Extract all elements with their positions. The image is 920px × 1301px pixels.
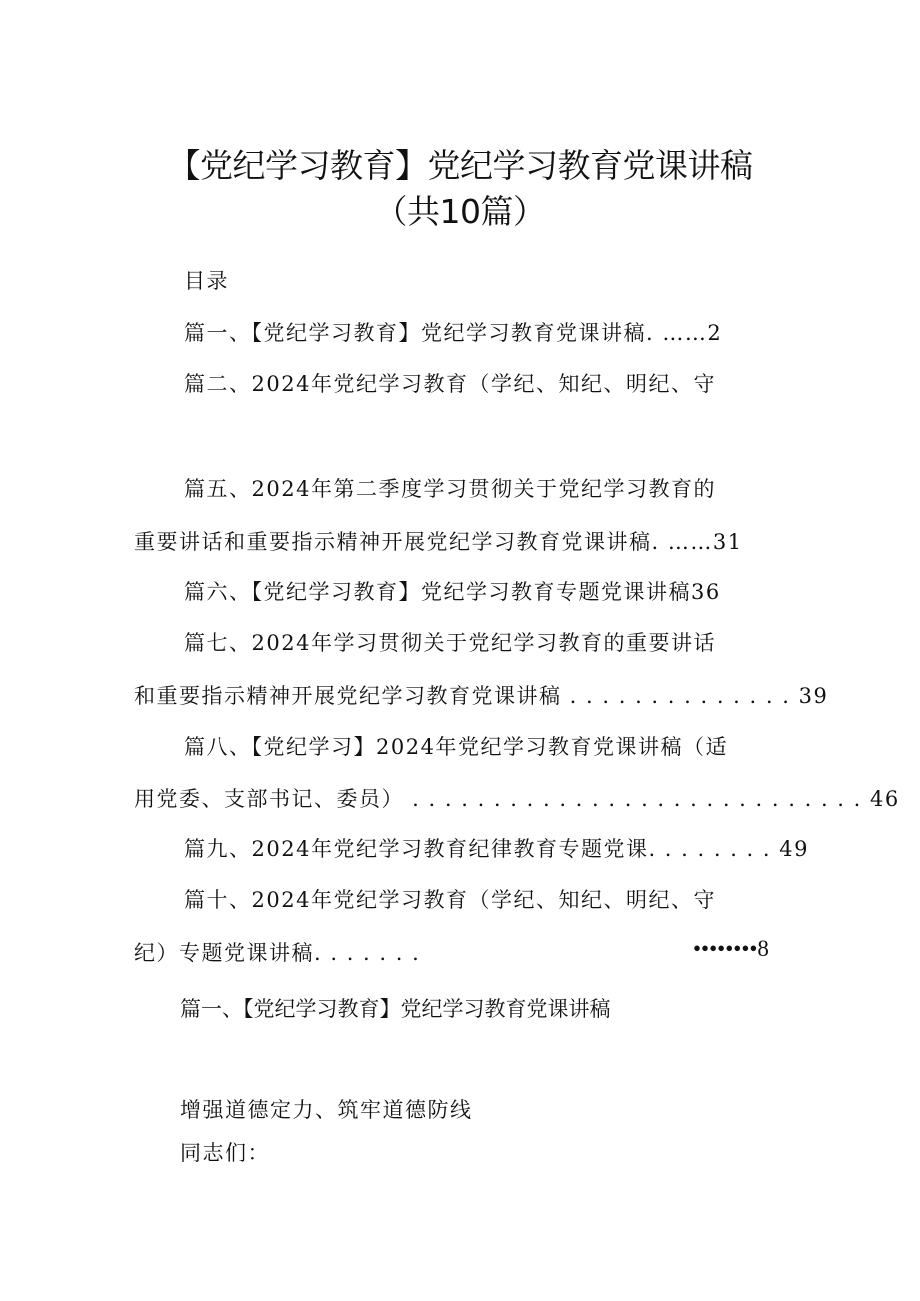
salutation: 同志们： [180, 1141, 270, 1165]
toc-entry-8-continued[interactable]: 用党委、支部书记、委员） . . . . . . . . . . . . . . . . . . . . . . . . . . . . 46 [134, 787, 900, 811]
toc-entry-1[interactable]: 篇一、【党纪学习教育】党纪学习教育党课讲稿. ……2 [184, 321, 723, 345]
toc-entry-5[interactable]: 篇五、2024年第二季度学习贯彻关于党纪学习教育的 [184, 477, 716, 501]
toc-entry-7[interactable]: 篇七、2024年学习贯彻关于党纪学习教育的重要讲话 [184, 631, 716, 655]
document-title-line-2: （共10篇） [374, 192, 546, 231]
toc-entry-10-page: ••••••••8 [693, 936, 769, 961]
toc-entry-10-continued[interactable]: 纪）专题党课讲稿. . . . . . . [134, 941, 421, 965]
toc-entry-2[interactable]: 篇二、2024年党纪学习教育（学纪、知纪、明纪、守 [184, 372, 716, 396]
toc-entry-9[interactable]: 篇九、2024年党纪学习教育纪律教育专题党课. . . . . . . . 49 [184, 837, 809, 861]
toc-entry-6[interactable]: 篇六、【党纪学习教育】党纪学习教育专题党课讲稿36 [184, 580, 721, 604]
toc-entry-5-continued[interactable]: 重要讲话和重要指示精神开展党纪学习教育党课讲稿. ……31 [134, 530, 743, 554]
document-title-line-1: 【党纪学习教育】党纪学习教育党课讲稿 [167, 146, 753, 185]
toc-entry-10[interactable]: 篇十、2024年党纪学习教育（学纪、知纪、明纪、守 [184, 888, 716, 912]
toc-entry-7-continued[interactable]: 和重要指示精神开展党纪学习教育党课讲稿 . . . . . . . . . . . . . . 39 [134, 684, 829, 708]
toc-entry-8[interactable]: 篇八、【党纪学习】2024年党纪学习教育党课讲稿（适 [184, 735, 728, 759]
section-heading: 篇一、【党纪学习教育】党纪学习教育党课讲稿 [180, 997, 611, 1021]
section-subtitle: 增强道德定力、筑牢道德防线 [180, 1098, 473, 1122]
toc-heading: 目录 [184, 269, 229, 293]
